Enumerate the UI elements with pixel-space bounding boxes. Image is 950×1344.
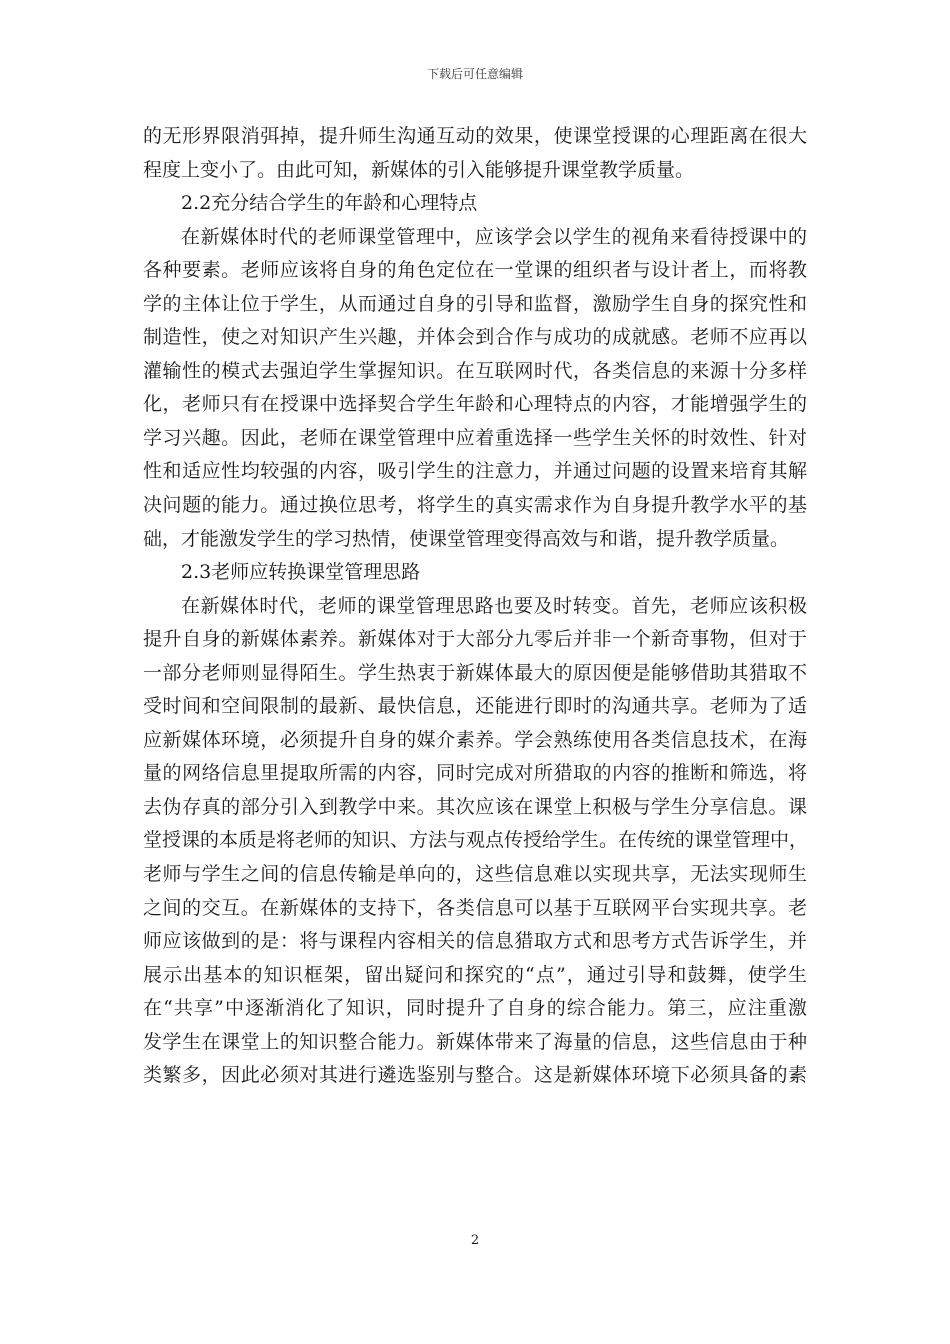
document-body bbox=[143, 120, 807, 1093]
page-header: 下载后可任意编辑 bbox=[426, 67, 523, 81]
text-line: 化，老师只有在授课中选择契合学生年龄和心理特点的内容，才能增强学生的 bbox=[143, 393, 807, 416]
page-number: 2 bbox=[470, 1233, 480, 1248]
section-heading-2-2: 2.2充分结合学生的年龄和心理特点 bbox=[181, 192, 478, 215]
text-line: 应新媒体环境，必须提升自身的媒介素养。学会熟练使用各类信息技术，在海 bbox=[143, 728, 807, 751]
text-line: 程度上变小了。由此可知，新媒体的引入能够提升课堂教学质量。 bbox=[143, 158, 695, 181]
section-heading-2-3: 2.3老师应转换课堂管理思路 bbox=[181, 561, 421, 584]
text-line: 老师与学生之间的信息传输是单向的，这些信息难以实现共享，无法实现师生 bbox=[143, 863, 807, 886]
text-line: 决问题的能力。通过换位思考，将学生的真实需求作为自身提升教学水平的基 bbox=[143, 494, 807, 517]
text-line: 在新媒体时代，老师的课堂管理思路也要及时转变。首先，老师应该积极 bbox=[181, 594, 807, 617]
text-line: 学习兴趣。因此，老师在课堂管理中应着重选择一些学生关怀的时效性、针对 bbox=[143, 426, 807, 449]
text-line: 量的网络信息里提取所需的内容，同时完成对所猎取的内容的推断和筛选，将 bbox=[143, 762, 807, 785]
text-line: 师应该做到的是：将与课程内容相关的信息猎取方式和思考方式告诉学生，并 bbox=[143, 930, 807, 953]
text-line: 展示出基本的知识框架，留出疑问和探究的“点”，通过引导和鼓舞，使学生 bbox=[143, 963, 807, 986]
text-line: 制造性，使之对知识产生兴趣，并体会到合作与成功的成就感。老师不应再以 bbox=[143, 326, 807, 349]
text-line: 各种要素。老师应该将自身的角色定位在一堂课的组织者与设计者上，而将教 bbox=[143, 259, 807, 282]
text-line: 堂授课的本质是将老师的知识、方法与观点传授给学生。在传统的课堂管理中， bbox=[143, 829, 809, 852]
text-line: 类繁多，因此必须对其进行遴选鉴别与整合。这是新媒体环境下必须具备的素 bbox=[143, 1064, 807, 1087]
text-line: 的无形界限消弭掉，提升师生沟通互动的效果，使课堂授课的心理距离在很大 bbox=[143, 125, 807, 147]
text-line: 在“共享”中逐渐消化了知识，同时提升了自身的综合能力。第三，应注重激 bbox=[143, 997, 807, 1020]
text-line: 性和适应性均较强的内容，吸引学生的注意力，并通过问题的设置来培育其解 bbox=[143, 460, 807, 483]
text-line: 础，才能激发学生的学习热情，使课堂管理变得高效与和谐，提升教学质量。 bbox=[143, 527, 790, 550]
text-line: 灌输性的模式去强迫学生掌握知识。在互联网时代，各类信息的来源十分多样 bbox=[143, 359, 807, 382]
text-line: 之间的交互。在新媒体的支持下，各类信息可以基于互联网平台实现共享。老 bbox=[143, 896, 807, 919]
text-line: 去伪存真的部分引入到教学中来。其次应该在课堂上积极与学生分享信息。课 bbox=[143, 795, 807, 818]
text-line: 学的主体让位于学生，从而通过自身的引导和监督，激励学生自身的探究性和 bbox=[143, 292, 807, 315]
text-line: 发学生在课堂上的知识整合能力。新媒体带来了海量的信息，这些信息由于种 bbox=[143, 1030, 807, 1053]
text-line: 在新媒体时代的老师课堂管理中，应该学会以学生的视角来看待授课中的 bbox=[181, 225, 807, 248]
text-line: 一部分老师则显得陌生。学生热衷于新媒体最大的原因便是能够借助其猎取不 bbox=[143, 661, 807, 684]
text-line: 提升自身的新媒体素养。新媒体对于大部分九零后并非一个新奇事物，但对于 bbox=[143, 628, 807, 651]
text-line: 受时间和空间限制的最新、最快信息，还能进行即时的沟通共享。老师为了适 bbox=[143, 695, 807, 718]
